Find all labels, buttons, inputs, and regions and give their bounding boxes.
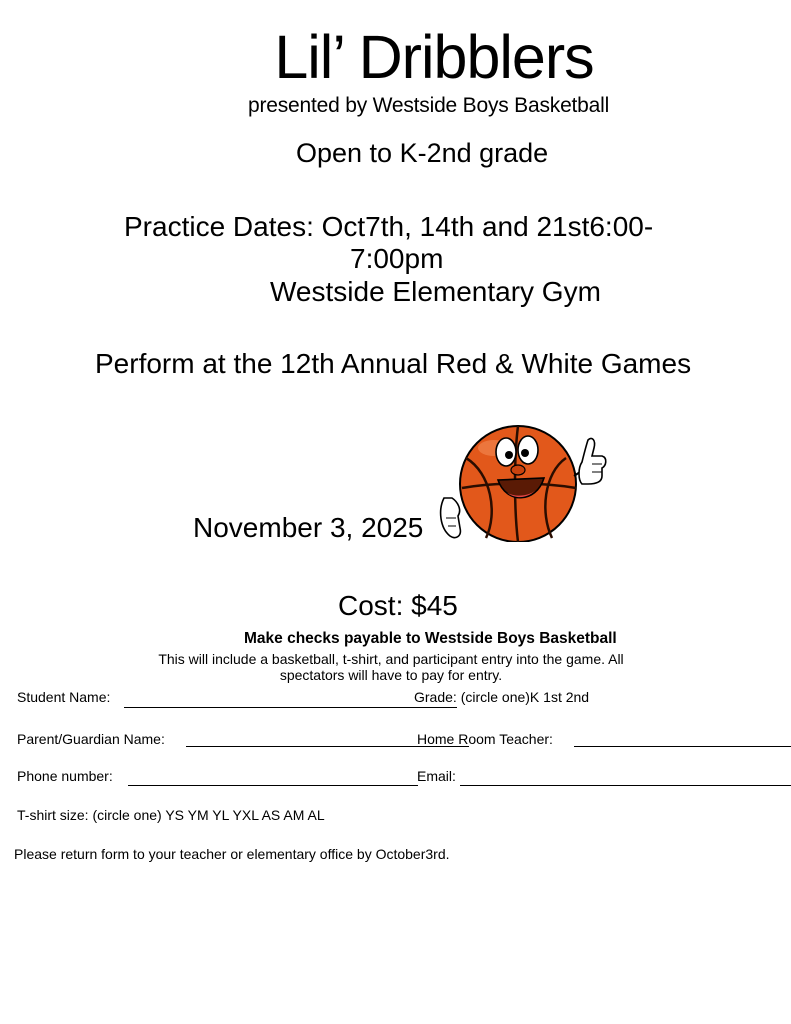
email-line[interactable] bbox=[460, 785, 791, 786]
checks-payable-text: Make checks payable to Westside Boys Basketball bbox=[244, 630, 617, 647]
return-note: Please return form to your teacher or elementary office by October3rd. bbox=[14, 846, 450, 862]
phone-line[interactable] bbox=[128, 785, 418, 786]
inclusion-note-line1: This will include a basketball, t-shirt, and participant entry into the game. All bbox=[158, 651, 624, 667]
practice-dates-line1: Practice Dates: Oct7th, 14th and 21st6:00- bbox=[124, 211, 654, 242]
phone-label: Phone number: bbox=[17, 768, 113, 784]
inclusion-note-line2: spectators will have to pay for entry. bbox=[279, 667, 503, 683]
location-text: Westside Elementary Gym bbox=[270, 276, 601, 307]
student-name-label: Student Name: bbox=[17, 689, 111, 705]
parent-name-label: Parent/Guardian Name: bbox=[17, 731, 165, 747]
perform-text: Perform at the 12th Annual Red & White Games bbox=[95, 348, 692, 379]
email-label: Email: bbox=[417, 768, 456, 784]
cost-text: Cost: $45 bbox=[338, 590, 458, 621]
practice-dates-line2: 7:00pm bbox=[350, 243, 444, 274]
grade-label: Grade: (circle one)K 1st 2nd bbox=[414, 689, 590, 705]
teacher-line[interactable] bbox=[574, 746, 791, 747]
student-name-line[interactable] bbox=[124, 707, 457, 708]
tshirt-size-label: T-shirt size: (circle one) YS YM YL YXL AS AM AL bbox=[17, 807, 325, 823]
teacher-label: Home Room Teacher: bbox=[417, 731, 553, 747]
basketball-mascot-icon bbox=[436, 418, 608, 542]
eligibility-text: Open to K-2nd grade bbox=[296, 138, 549, 168]
flyer-title: Lil’ Dribblers bbox=[274, 23, 594, 91]
game-date: November 3, 2025 bbox=[193, 512, 424, 543]
flyer-subtitle: presented by Westside Boys Basketball bbox=[248, 94, 610, 117]
